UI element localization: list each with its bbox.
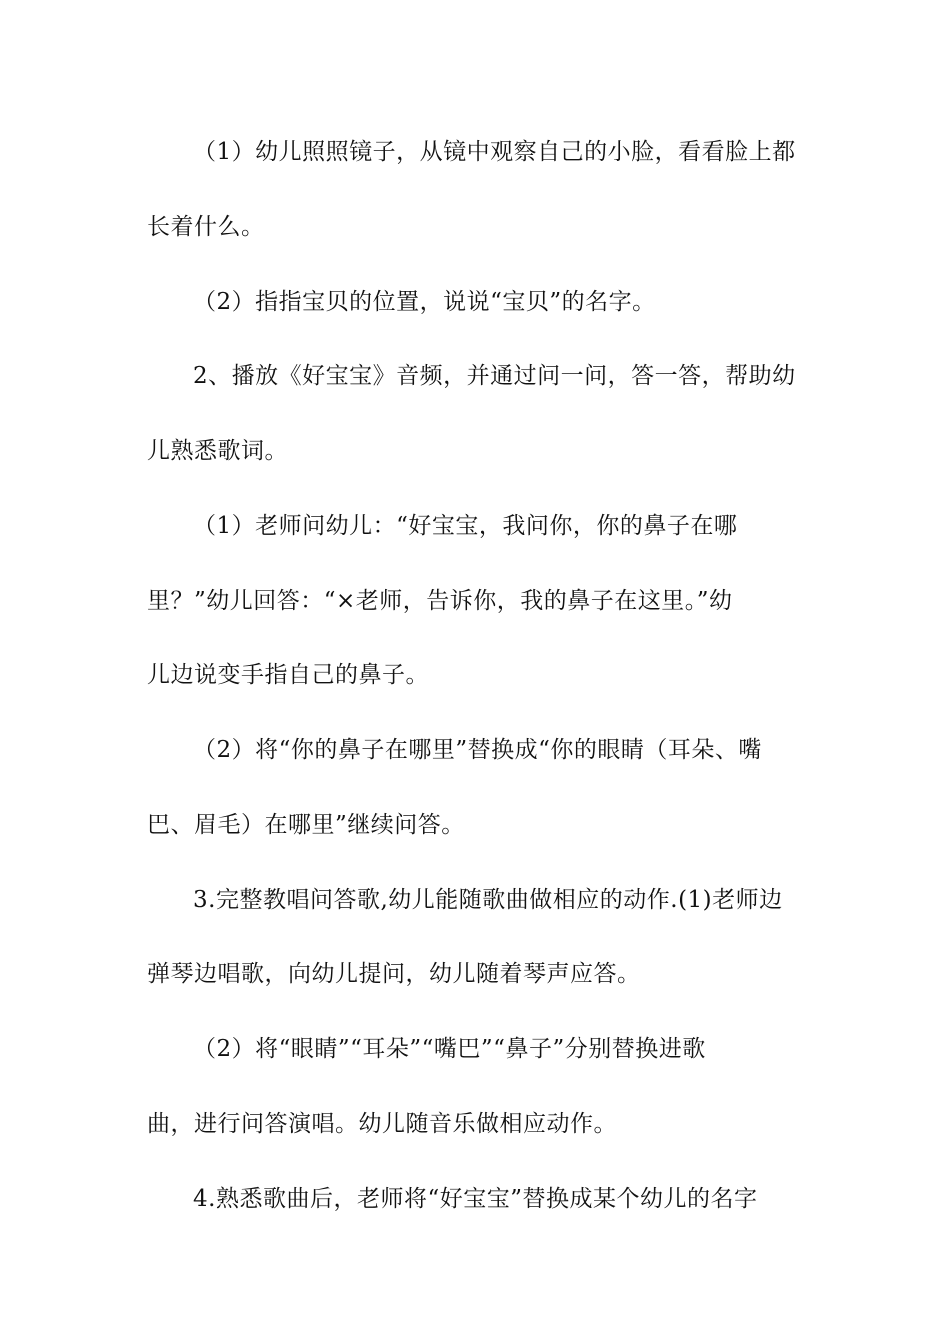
paragraph-line: （2）指指宝贝的位置，说说“宝贝”的名字。 [193, 289, 656, 315]
paragraph-line: 曲，进行问答演唱。幼儿随音乐做相应动作。 [147, 1111, 617, 1137]
paragraph-line: 2、播放《好宝宝》音频，并通过问一问，答一答，帮助幼 [193, 363, 796, 389]
paragraph-line: 巴、眉毛）在哪里”继续问答。 [147, 812, 465, 838]
paragraph-line: （2）将“你的鼻子在哪里”替换成“你的眼睛（耳朵、嘴 [193, 737, 762, 763]
paragraph-line: 里？”幼儿回答：“×老师，告诉你，我的鼻子在这里。”幼 [147, 588, 733, 614]
paragraph-line: （1）幼儿照照镜子，从镜中观察自己的小脸，看看脸上都 [193, 139, 796, 165]
paragraph-line: 儿边说变手指自己的鼻子。 [147, 662, 429, 688]
paragraph-line: （2）将“眼睛”“耳朵”“嘴巴”“鼻子”分别替换进歌 [193, 1036, 706, 1062]
paragraph-line: 弹琴边唱歌，向幼儿提问，幼儿随着琴声应答。 [147, 961, 641, 987]
paragraph-line: 儿熟悉歌词。 [147, 438, 288, 464]
paragraph-line: 3.完整教唱问答歌,幼儿能随歌曲做相应的动作.(1)老师边 [193, 887, 783, 913]
paragraph-line: 4.熟悉歌曲后，老师将“好宝宝”替换成某个幼儿的名字 [193, 1186, 758, 1212]
paragraph-line: （1）老师问幼儿：“好宝宝，我问你，你的鼻子在哪 [193, 513, 738, 539]
paragraph-line: 长着什么。 [147, 214, 265, 240]
